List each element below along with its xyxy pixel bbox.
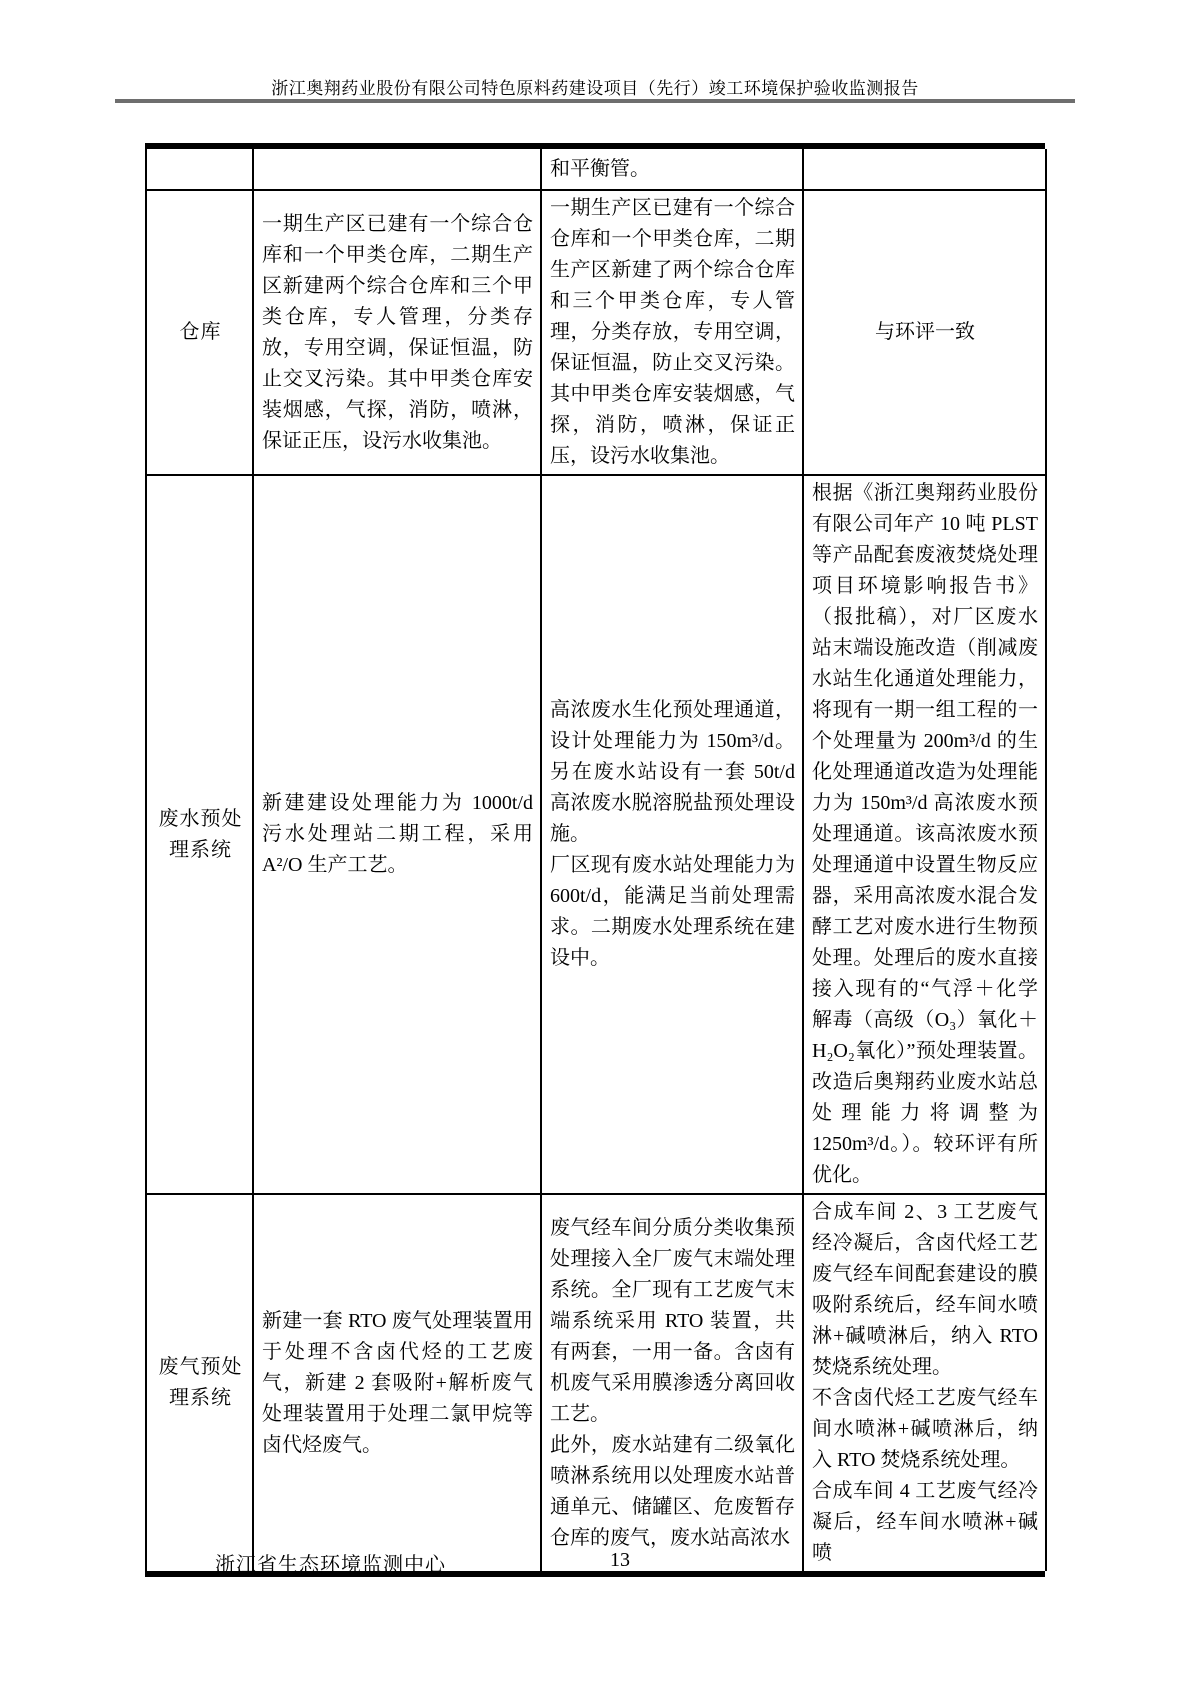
row-label-cell (146, 475, 253, 1194)
row-label: 废气预处理系统 (158, 1356, 243, 1409)
cell-paragraph: 和平衡管。 (550, 157, 650, 180)
row-label-cell (146, 190, 253, 475)
row-label: 废水预处理系统 (158, 807, 243, 861)
page-number: 13 (610, 1549, 630, 1571)
cell-paragraph: 厂区现有废水站处理能力为 600t/d，能满足当前处理需求。二期废水处理系统在建设中。 (550, 854, 795, 969)
cell-paragraph: 一期生产区已建有一个综合仓库和一个甲类仓库，二期生产区新建了两个综合仓库和三个甲类仓库，专人管理，分类存放，专用空调，保证恒温，防止交叉污染。其中甲类仓库安装烟感，气探，消防，喷淋，保证正压，设污水收集池。 (550, 197, 795, 467)
cell-paragraph: 新建一套 RTO 废气处理装置用于处理不含卤代烃的工艺废气，新建 2 套吸附+解析废气处理装置用于处理二氯甲烷等卤代烃废气。 (262, 1309, 533, 1456)
cell-paragraph: 合成车间 2、3 工艺废气经冷凝后，含卤代烃工艺废气经车间配套建设的膜吸附系统后，经车间水喷淋+碱喷淋后，纳入 RTO 焚烧系统处理。 (812, 1201, 1038, 1378)
verification-comparison-table (145, 143, 1045, 1577)
design-requirement-cell (253, 1194, 541, 1571)
cell-paragraph: 废气经车间分质分类收集预处理接入全厂废气末端处理系统。全厂现有工艺废气末端系统采用 RTO 装置，共有两套，一用一备。含卤有机废气采用膜渗透分离回收工艺。 (550, 1216, 795, 1425)
actual-construction-cell (541, 475, 803, 1194)
cell-paragraph: 新建建设处理能力为 1000t/d 污水处理站二期工程，采用 A²/O 生产工艺。 (262, 792, 533, 876)
table-row-wastewater-pretreatment (146, 475, 1046, 1194)
actual-construction-cell (541, 190, 803, 475)
design-requirement-cell (253, 190, 541, 475)
comparison-result-cell (803, 475, 1046, 1194)
comparison-result-cell (803, 149, 1046, 190)
actual-construction-cell (541, 149, 803, 190)
cell-paragraph: 一期生产区已建有一个综合仓库和一个甲类仓库，二期生产区新建两个综合仓库和三个甲类仓库，专人管理，分类存放，专用空调，保证恒温，防止交叉污染。其中甲类仓库安装烟感，气探，消防，喷淋，保证正压，设污水收集池。 (262, 212, 533, 452)
actual-construction-cell (541, 1194, 803, 1571)
cell-paragraph: 与环评一致 (875, 321, 975, 343)
cell-paragraph: 根据《浙江奥翔药业股份有限公司年产 10 吨 PLST 等产品配套废液焚烧处理项目环境影响报告书》（报批稿），对厂区废水站末端设施改造（削减废水站生化通道处理能力，将现有一期一组工程的一个处理量为 200m³/d 的生化处理通道改造为处理能力为 150m³/d 高浓废水预处理通道。该高浓废水预处理通道中设置生物反应器，采用高浓废水混合发酵工艺对废水进行生物预处理。处理后的废水直接接入现有的“气浮＋化学解毒（高级（O₃）氧化＋H₂O₂氧化）”预处理装置。改造后奥翔药业废水站总处理能力将调整为 1250m³/d。）。较环评有所优化。 (812, 482, 1038, 1186)
table-row-warehouse (146, 190, 1046, 475)
table-row-carryover (146, 149, 1046, 190)
table-row-wastegas-pretreatment (146, 1194, 1046, 1571)
design-requirement-cell (253, 149, 541, 190)
design-requirement-cell (253, 475, 541, 1194)
cell-paragraph: 高浓废水生化预处理通道，设计处理能力为 150m³/d。另在废水站设有一套 50t/d 高浓废水脱溶脱盐预处理设施。 (550, 699, 795, 845)
cell-paragraph: 合成车间 4 工艺废气经冷凝后，经车间水喷淋+碱喷 (812, 1480, 1038, 1564)
header-divider (115, 99, 1075, 103)
footer-organization: 浙江省生态环境监测中心 (215, 1554, 446, 1576)
cell-paragraph: 此外，废水站建有二级氧化喷淋系统用以处理废水站普通单元、储罐区、危废暂存仓库的废气，废水站高浓水 (550, 1433, 795, 1549)
cell-paragraph: 不含卤代烃工艺废气经车间水喷淋+碱喷淋后，纳入 RTO 焚烧系统处理。 (812, 1387, 1038, 1471)
row-label-cell (146, 149, 253, 190)
comparison-result-cell (803, 190, 1046, 475)
comparison-result-cell (803, 1194, 1046, 1571)
page-title: 浙江奥翔药业股份有限公司特色原料药建设项目（先行）竣工环境保护验收监测报告 (271, 79, 919, 98)
row-label-cell (146, 1194, 253, 1571)
row-label: 仓库 (179, 321, 222, 343)
